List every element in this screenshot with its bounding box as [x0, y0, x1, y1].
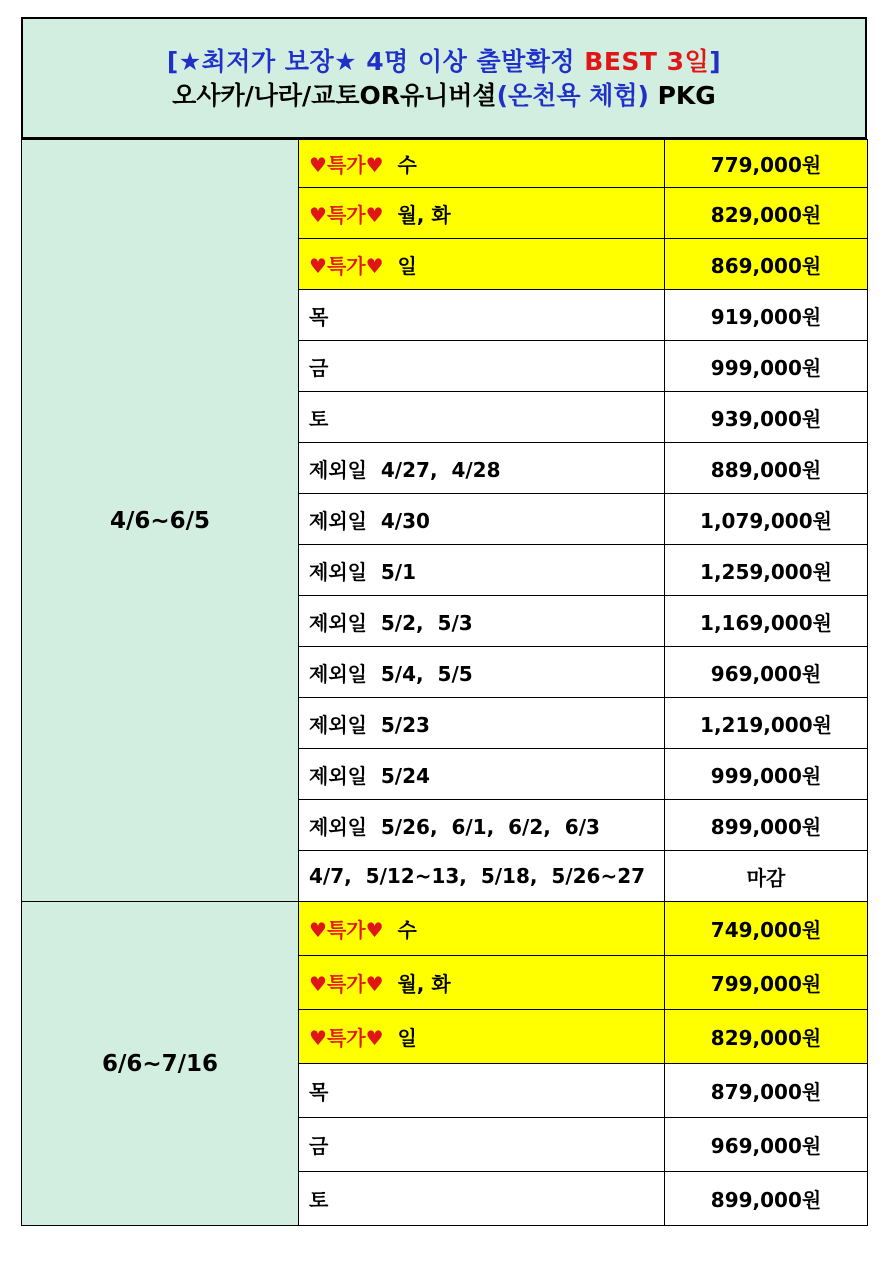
price-cell: 749,000원	[665, 902, 868, 956]
price-cell: 999,000원	[665, 749, 868, 800]
day-cell	[299, 1064, 665, 1118]
day-cell	[299, 341, 665, 392]
day-cell	[299, 188, 665, 239]
special-label: 특가	[326, 1026, 366, 1050]
table-row	[22, 140, 868, 188]
day-label: 월, 화	[397, 972, 451, 996]
special-label: 특가	[326, 253, 366, 278]
day-label: 일	[397, 1026, 417, 1050]
heart-icon: ♥	[309, 202, 327, 227]
day-cell	[299, 545, 665, 596]
day-label: 제외일 5/2, 5/3	[309, 610, 473, 635]
price-cell: 1,079,000원	[665, 494, 868, 545]
price-cell: 919,000원	[665, 290, 868, 341]
price-cell: 779,000원	[665, 140, 868, 188]
price-cell: 879,000원	[665, 1064, 868, 1118]
title-onsen: (온천욕 체험)	[496, 81, 649, 110]
day-cell	[299, 749, 665, 800]
day-label: 토	[309, 406, 329, 431]
price-cell: 899,000원	[665, 1172, 868, 1226]
day-label: 제외일 5/4, 5/5	[309, 661, 473, 686]
day-label: 4/7, 5/12~13, 5/18, 5/26~27	[309, 864, 646, 888]
day-label: 일	[397, 253, 417, 278]
price-cell: 마감	[665, 851, 868, 902]
price-cell: 829,000원	[665, 188, 868, 239]
heart-icon: ♥	[365, 1026, 384, 1050]
heart-icon: ♥	[365, 253, 384, 278]
heart-icon: ♥	[309, 918, 327, 942]
price-cell: 1,259,000원	[665, 545, 868, 596]
title-line-2	[23, 79, 865, 113]
heart-icon: ♥	[365, 918, 384, 942]
day-label: 제외일 4/30	[309, 508, 430, 533]
day-label: 금	[309, 1134, 329, 1158]
day-label: 제외일 4/27, 4/28	[309, 457, 501, 482]
day-cell	[299, 494, 665, 545]
day-cell	[299, 1010, 665, 1064]
day-cell	[299, 1172, 665, 1226]
day-cell	[299, 596, 665, 647]
period-cell: 6/6~7/16	[22, 902, 299, 1226]
heart-icon: ♥	[365, 972, 384, 996]
day-cell	[299, 956, 665, 1010]
day-cell	[299, 239, 665, 290]
heart-icon: ♥	[365, 202, 384, 227]
day-label: 목	[309, 1080, 329, 1104]
day-cell	[299, 140, 665, 188]
heart-icon: ♥	[365, 153, 384, 177]
price-table	[21, 139, 868, 1226]
title-pkg: PKG	[648, 81, 716, 110]
price-cell: 829,000원	[665, 1010, 868, 1064]
day-label: 수	[397, 918, 417, 942]
day-label: 목	[309, 304, 329, 329]
day-label: 금	[309, 355, 329, 380]
day-cell	[299, 698, 665, 749]
day-label: 제외일 5/23	[309, 712, 430, 737]
heart-icon: ♥	[309, 1026, 327, 1050]
special-label: 특가	[326, 972, 366, 996]
day-label: 월, 화	[397, 202, 451, 227]
price-sheet	[21, 17, 867, 1226]
table-row	[22, 902, 868, 956]
price-cell: 889,000원	[665, 443, 868, 494]
price-cell: 1,169,000원	[665, 596, 868, 647]
price-cell: 999,000원	[665, 341, 868, 392]
heart-icon: ♥	[309, 153, 327, 177]
special-label: 특가	[326, 202, 366, 227]
price-cell: 969,000원	[665, 1118, 868, 1172]
price-cell: 799,000원	[665, 956, 868, 1010]
special-label: 특가	[326, 918, 366, 942]
heart-icon: ♥	[309, 253, 327, 278]
day-cell	[299, 902, 665, 956]
day-cell	[299, 647, 665, 698]
title-prefix: [★최저가 보장★ 4명 이상 출발확정	[166, 47, 585, 76]
day-cell	[299, 800, 665, 851]
price-cell: 899,000원	[665, 800, 868, 851]
period-cell: 4/6~6/5	[22, 140, 299, 902]
day-cell	[299, 290, 665, 341]
heart-icon: ♥	[309, 972, 327, 996]
price-cell: 1,219,000원	[665, 698, 868, 749]
day-cell	[299, 1118, 665, 1172]
price-cell: 869,000원	[665, 239, 868, 290]
day-cell	[299, 851, 665, 902]
price-cell: 939,000원	[665, 392, 868, 443]
title-destinations: 오사카/나라/교토OR유니버셜	[172, 81, 497, 110]
title-best-3days: BEST 3일	[584, 47, 710, 76]
title-line-1	[23, 45, 865, 79]
day-label: 제외일 5/1	[309, 559, 417, 584]
day-label: 제외일 5/24	[309, 763, 430, 788]
day-label: 수	[397, 153, 417, 177]
special-label: 특가	[326, 153, 366, 177]
title-box	[21, 17, 867, 139]
day-cell	[299, 443, 665, 494]
title-suffix: ]	[709, 47, 722, 76]
day-label: 토	[309, 1188, 329, 1212]
day-cell	[299, 392, 665, 443]
price-cell: 969,000원	[665, 647, 868, 698]
day-label: 제외일 5/26, 6/1, 6/2, 6/3	[309, 814, 600, 839]
